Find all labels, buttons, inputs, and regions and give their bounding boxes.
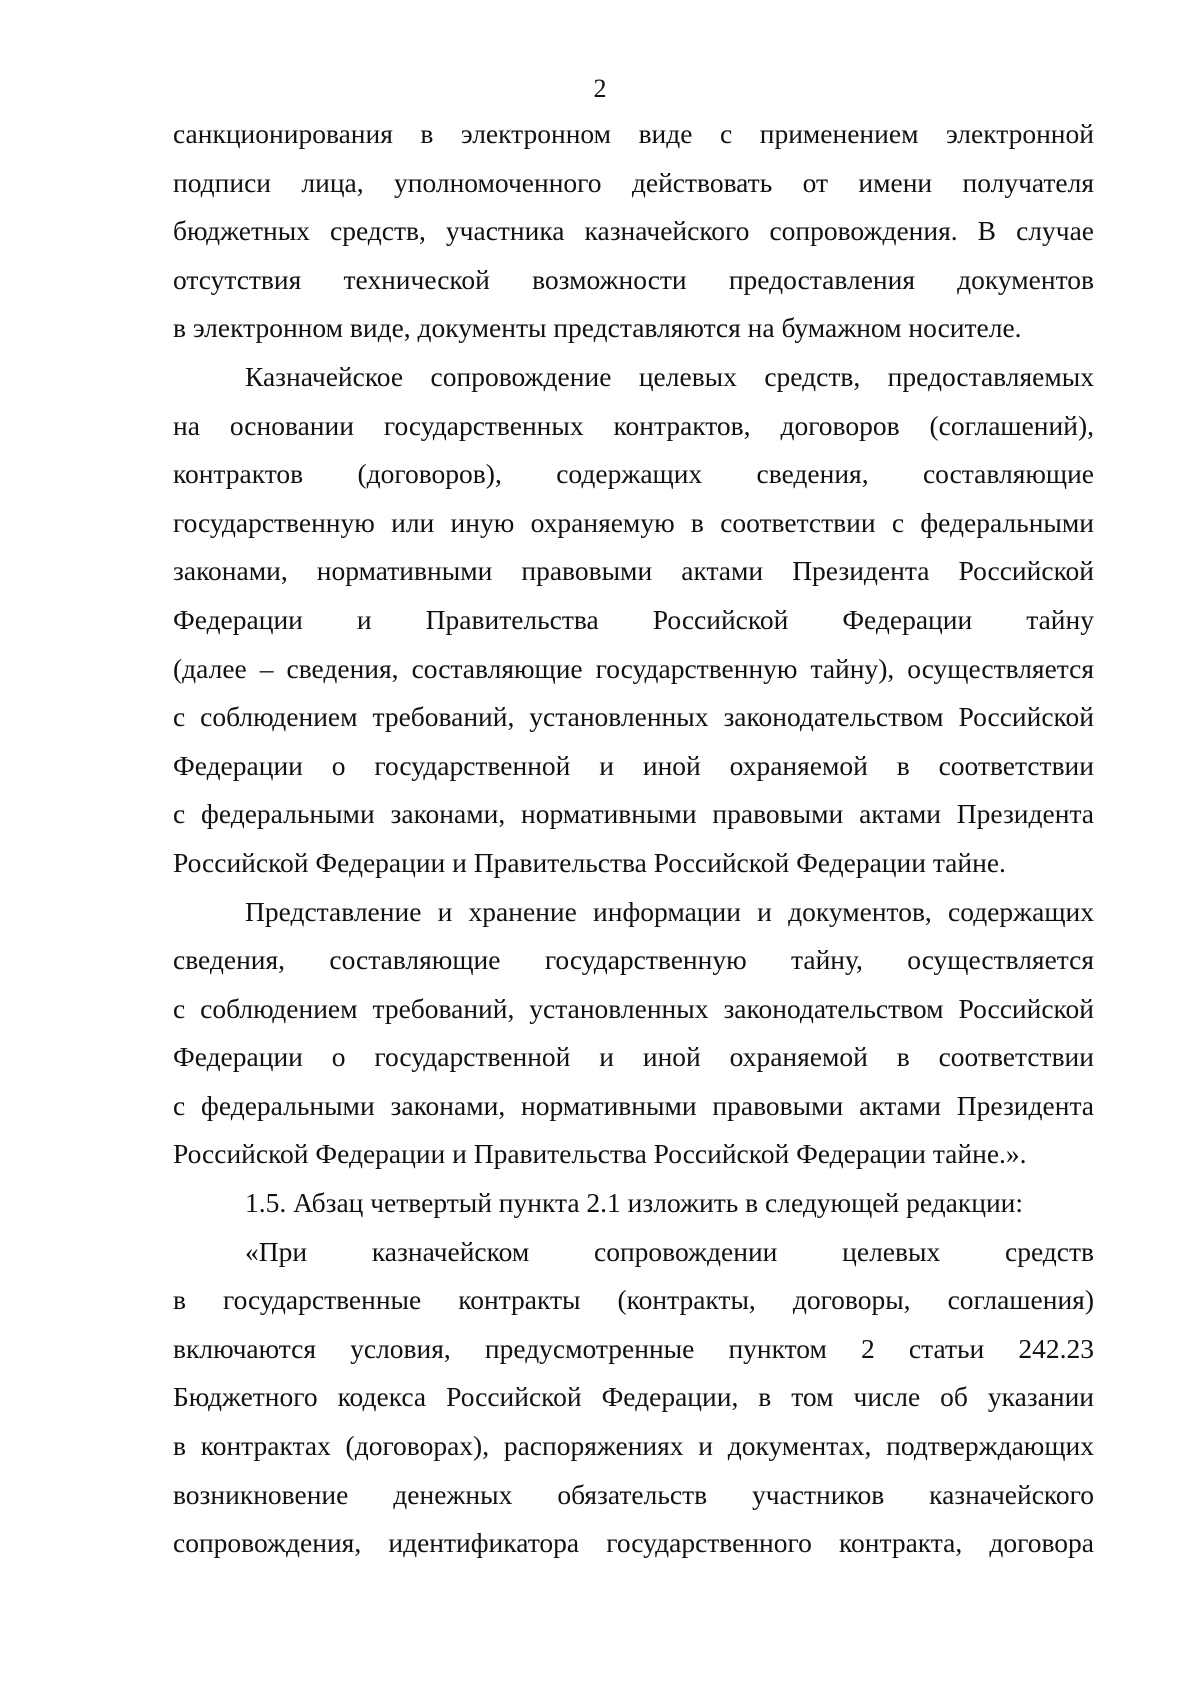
text-line: бюджетных средств, участника казначейского сопровождения. В случае [173,215,1094,247]
text-line: в электронном виде, документы представляются на бумажном носителе. [173,312,1022,344]
text-line: Российской Федерации и Правительства Российской Федерации тайне. [173,846,1006,878]
text-line: с федеральными законами, нормативными правовыми актами Президента [173,798,1094,830]
text-line: санкционирования в электронном виде с применением электронной [173,118,1094,149]
text-line: Федерации и Правительства Российской Федерации тайну [173,603,1094,635]
text-line: законами, нормативными правовыми актами Президента Российской [173,555,1094,587]
page-number: 2 [593,74,607,103]
text-line: Казначейское сопровождение целевых средств, предоставляемых [245,360,1094,392]
paragraph [173,1228,1094,1568]
text-line: «При казначейском сопровождении целевых средств [245,1235,1094,1267]
text-line: Бюджетного кодекса Российской Федерации, в том числе об указании [173,1381,1094,1413]
paragraph [173,888,1094,1180]
text-line: включаются условия, предусмотренные пунктом 2 статьи 242.23 [173,1332,1094,1364]
text-line: отсутствия технической возможности предоставления документов [173,263,1094,295]
text-line: с соблюдением требований, установленных законодательством Российской [173,992,1094,1024]
paragraph [173,353,1094,888]
text-line: сведения, составляющие государственную тайну, осуществляется [173,944,1094,976]
paragraph [173,1179,1094,1228]
text-line: возникновение денежных обязательств участников казначейского [173,1478,1094,1510]
text-line: Российской Федерации и Правительства Российской Федерации тайне.». [173,1138,1027,1170]
text-line: государственную или иную охраняемую в соответствии с федеральными [173,506,1094,538]
text-line: с федеральными законами, нормативными правовыми актами Президента [173,1089,1094,1121]
text-line: Представление и хранение информации и документов, содержащих [245,895,1094,927]
text-line: (далее – сведения, составляющие государственную тайну), осуществляется [173,652,1094,684]
text-line: подписи лица, уполномоченного действовать от имени получателя [173,166,1094,198]
text-line: в государственные контракты (контракты, договоры, соглашения) [173,1284,1094,1316]
text-line: с соблюдением требований, установленных законодательством Российской [173,701,1094,733]
text-line: на основании государственных контрактов, договоров (соглашений), [173,409,1094,441]
text-line: сопровождения, идентификатора государственного контракта, договора [173,1527,1094,1559]
text-line: Федерации о государственной и иной охраняемой в соответствии [173,1041,1094,1073]
paragraph [173,110,1094,353]
document-body [173,110,1094,1568]
text-line: контрактов (договоров), содержащих сведения, составляющие [173,458,1094,490]
text-line: 1.5. Абзац четвертый пункта 2.1 изложить в следующей редакции: [245,1187,1024,1219]
text-line: Федерации о государственной и иной охраняемой в соответствии [173,749,1094,781]
text-line: в контрактах (договорах), распоряжениях и документах, подтверждающих [173,1430,1094,1462]
